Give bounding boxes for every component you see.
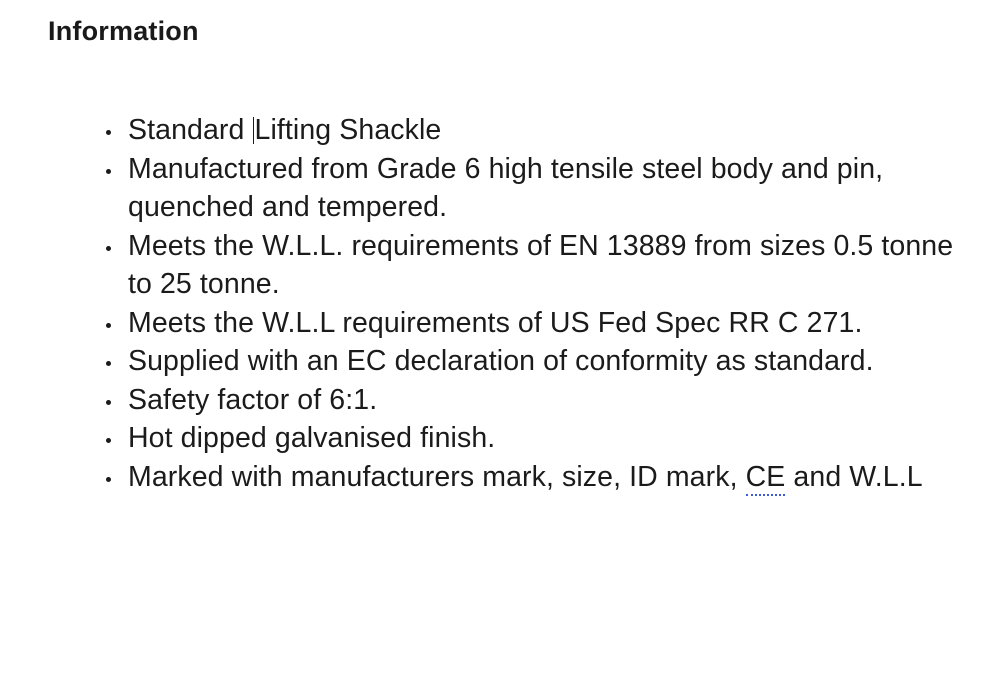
bullet-icon bbox=[106, 477, 111, 482]
list-item-text: Supplied with an EC declaration of conformity as standard. bbox=[128, 345, 874, 378]
list-item-text: Meets the W.L.L. requirements of EN 13889 from sizes 0.5 tonne to 25 tonne. bbox=[128, 229, 954, 301]
list-item bbox=[48, 111, 960, 150]
text-cursor bbox=[253, 117, 254, 144]
list-item-text-post: Lifting Shackle bbox=[254, 114, 442, 147]
list-item-text: Manufactured from Grade 6 high tensile steel body and pin, quenched and tempered. bbox=[128, 152, 884, 224]
list-item-text: Meets the W.L.L requirements of US Fed Spec RR C 271. bbox=[128, 306, 863, 339]
list-item-text: Hot dipped galvanised finish. bbox=[128, 422, 496, 455]
list-item bbox=[48, 419, 960, 458]
bullet-icon bbox=[106, 169, 111, 174]
bullet-icon bbox=[106, 323, 111, 328]
list-item-text-pre: Marked with manufacturers mark, size, ID mark, bbox=[128, 460, 746, 493]
list-item-text-pre: Standard bbox=[128, 114, 253, 147]
list-item-text: Safety factor of 6:1. bbox=[128, 383, 378, 416]
list-item bbox=[48, 304, 960, 343]
page-title: Information bbox=[48, 16, 199, 46]
bullet-icon bbox=[106, 246, 111, 251]
list-item-text-post: and W.L.L bbox=[785, 460, 923, 493]
bullet-icon bbox=[106, 438, 111, 443]
list-item bbox=[48, 342, 960, 381]
bullet-icon bbox=[106, 130, 111, 135]
bullet-icon bbox=[106, 361, 111, 366]
spelling-error-text[interactable]: CE bbox=[746, 461, 786, 496]
list-item bbox=[48, 381, 960, 420]
list-item bbox=[48, 227, 960, 304]
bullet-icon bbox=[106, 400, 111, 405]
list-item bbox=[48, 458, 960, 497]
list-item bbox=[48, 150, 960, 227]
information-list bbox=[48, 111, 960, 496]
